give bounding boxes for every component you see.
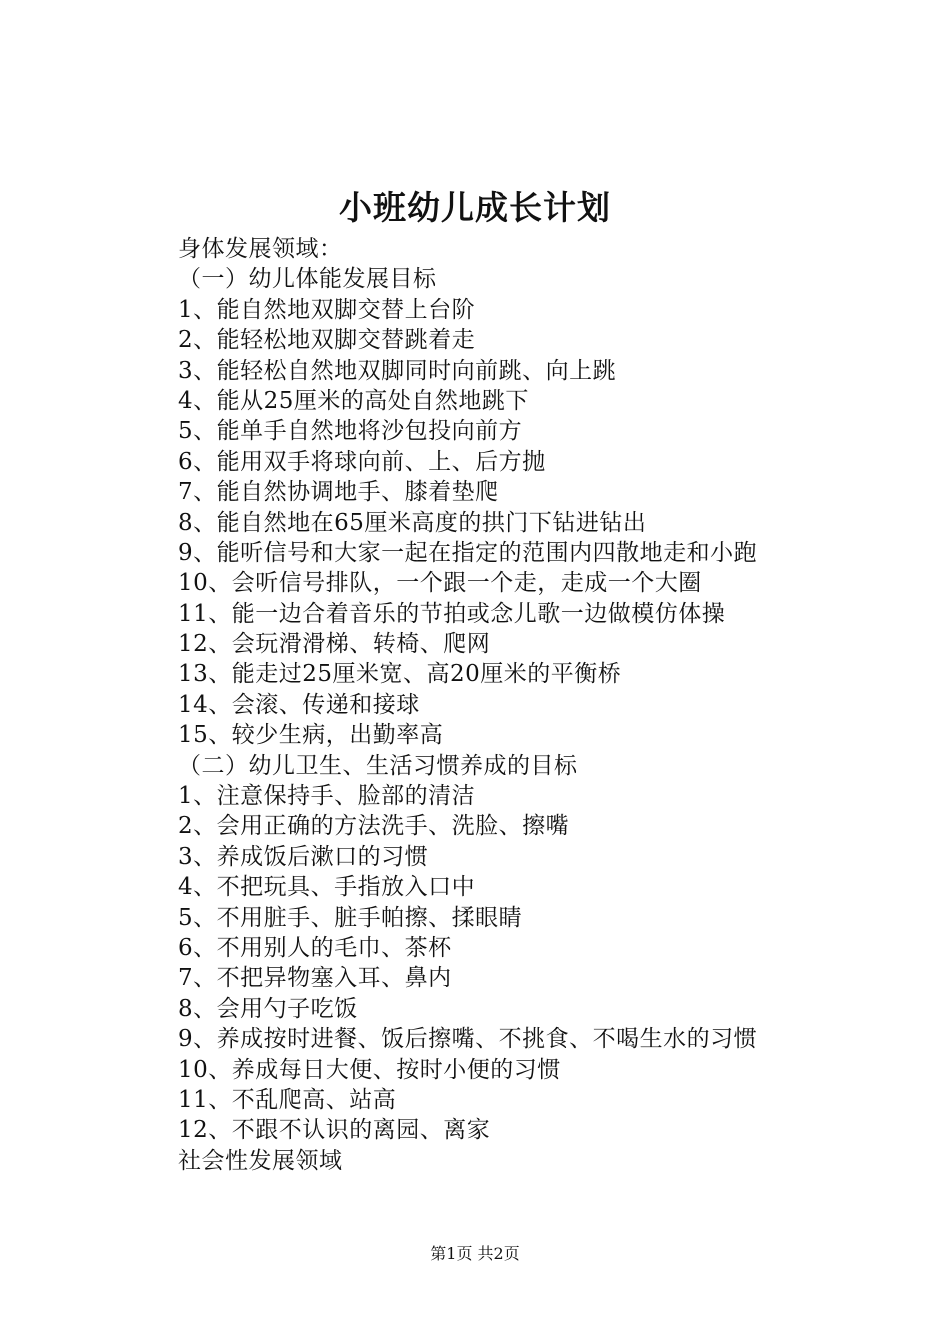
list-item: 6、能用双手将球向前、上、后方抛 [178, 448, 546, 475]
list-item: 13、能走过25厘米宽、高20厘米的平衡桥 [178, 661, 622, 688]
list-item: 7、不把异物塞入耳、鼻内 [178, 965, 452, 992]
list-item: 9、养成按时进餐、饭后擦嘴、不挑食、不喝生水的习惯 [178, 1026, 758, 1053]
section-heading-physical: 身体发展领域： [178, 236, 343, 262]
list-item: 1、注意保持手、脸部的清洁 [178, 783, 476, 810]
document-body [178, 234, 878, 1176]
list-item: 12、会玩滑滑梯、转椅、爬网 [178, 631, 491, 658]
list-item: 4、不把玩具、手指放入口中 [178, 874, 476, 901]
list-item: 14、会滚、传递和接球 [178, 691, 420, 718]
list-item: 11、能一边合着音乐的节拍或念儿歌一边做模仿体操 [178, 600, 726, 627]
list-item: 2、能轻松地双脚交替跳着走 [178, 327, 476, 354]
list-item: 3、能轻松自然地双脚同时向前跳、向上跳 [178, 357, 617, 384]
list-item: 10、养成每日大便、按时小便的习惯 [178, 1056, 561, 1083]
list-item: 6、不用别人的毛巾、茶杯 [178, 934, 452, 961]
document-title: 小班幼儿成长计划 [339, 188, 611, 227]
list-item: 11、不乱爬高、站高 [178, 1086, 397, 1113]
list-item: 7、能自然协调地手、膝着垫爬 [178, 479, 499, 506]
list-item: 5、能单手自然地将沙包投向前方 [178, 418, 523, 445]
list-item: 8、能自然地在65厘米高度的拱门下钻进钻出 [178, 509, 647, 536]
list-item: 12、不跟不认识的离园、离家 [178, 1117, 491, 1144]
list-item: 4、能从25厘米的高处自然地跳下 [178, 387, 529, 414]
list-item: 3、养成饭后漱口的习惯 [178, 843, 429, 870]
subsection-heading-fitness: （一）幼儿体能发展目标 [178, 266, 437, 293]
page-footer: 第1页 共2页 [430, 1244, 520, 1263]
section-heading-social: 社会性发展领域 [178, 1147, 343, 1174]
list-item: 5、不用脏手、脏手帕擦、揉眼睛 [178, 904, 523, 931]
list-item: 15、较少生病，出勤率高 [178, 722, 444, 749]
list-item: 2、会用正确的方法洗手、洗脸、擦嘴 [178, 813, 570, 840]
list-item: 10、会听信号排队，一个跟一个走，走成一个大圈 [178, 570, 702, 597]
list-item: 1、能自然地双脚交替上台阶 [178, 296, 476, 323]
list-item: 8、会用勺子吃饭 [178, 995, 358, 1022]
subsection-heading-hygiene: （二）幼儿卫生、生活习惯养成的目标 [178, 752, 578, 779]
list-item: 9、能听信号和大家一起在指定的范围内四散地走和小跑 [178, 539, 758, 566]
